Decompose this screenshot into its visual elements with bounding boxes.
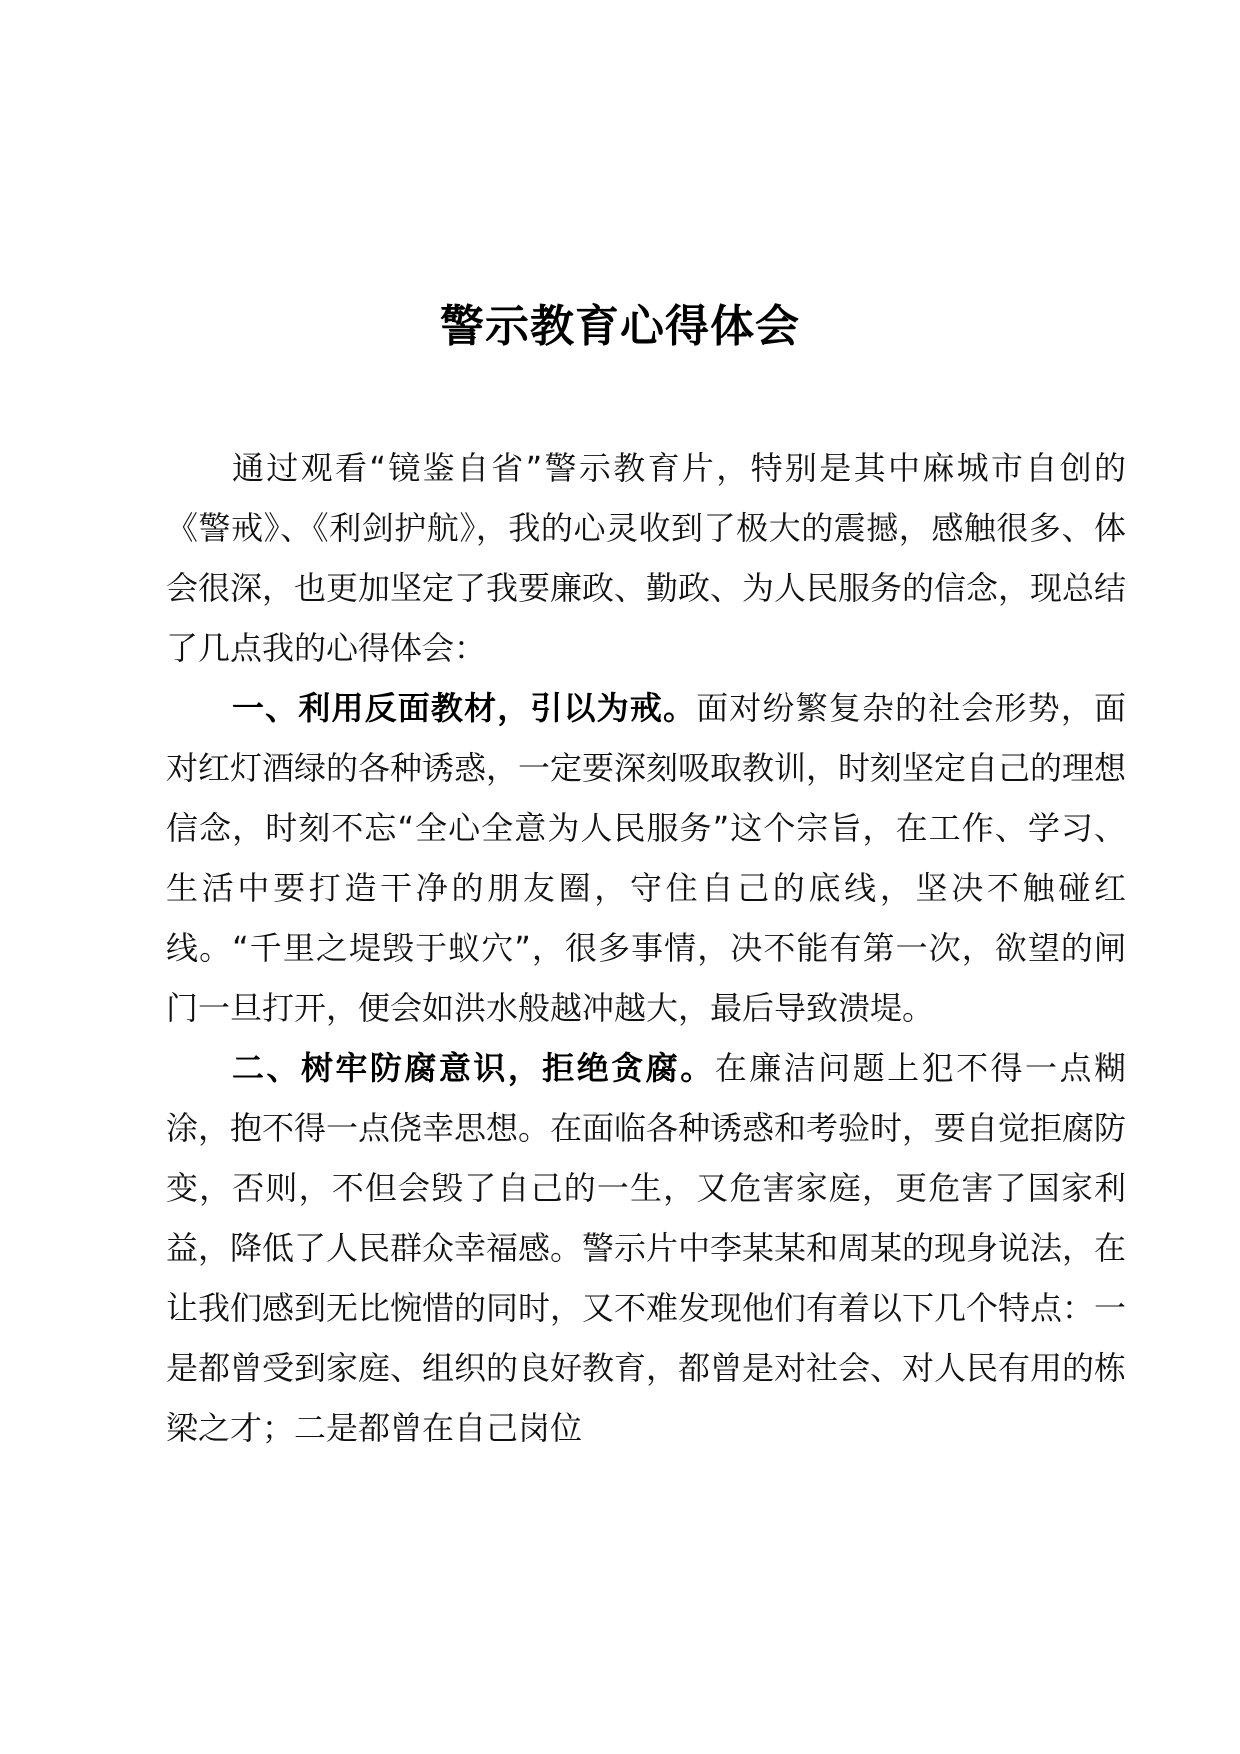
paragraph-text: 面对纷繁复杂的社会形势，面对红灯酒绿的各种诱惑，一定要深刻吸取教训，时刻坚定自己的理想信念，时刻不忘“全心全意为人民服务”这个宗旨，在工作、学习、生活中要打造干净的朋友圈，守住自己的底线，坚决不触碰红线。“千里之堤毁于蚁穴”，很多事情，决不能有第一次，欲望的闸门一旦打开，便会如洪水般越冲越大，最后导致溃堤。: [166, 689, 1127, 1027]
paragraph-text: 在廉洁问题上犯不得一点糊涂，抱不得一点侥幸思想。在面临各种诱惑和考验时，要自觉拒腐防变，否则，不但会毁了自己的一生，又危害家庭，更危害了国家利益，降低了人民群众幸福感。警示片中李某某和周某的现身说法，在让我们感到无比惋惜的同时，又不难发现他们有着以下几个特点：一是都曾受到家庭、组织的良好教育，都曾是对社会、对人民有用的栋梁之才；二是都曾在自己岗位: [166, 1049, 1127, 1447]
paragraph-intro: [166, 438, 1126, 678]
paragraph-heading: 二、树牢防腐意识，拒绝贪腐。: [232, 1049, 715, 1087]
document-body: [166, 438, 1126, 1458]
document-title: 警示教育心得体会: [440, 301, 800, 353]
paragraph-point-two: [166, 1038, 1126, 1458]
paragraph-heading: 一、利用反面教材，引以为戒。: [232, 689, 697, 727]
paragraph-point-one: [166, 678, 1126, 1038]
paragraph-text: 通过观看“镜鉴自省”警示教育片，特别是其中麻城市自创的《警戒》、《利剑护航》，我的心灵收到了极大的震撼，感触很多、体会很深，也更加坚定了我要廉政、勤政、为人民服务的信念，现总结了几点我的心得体会：: [166, 449, 1127, 667]
